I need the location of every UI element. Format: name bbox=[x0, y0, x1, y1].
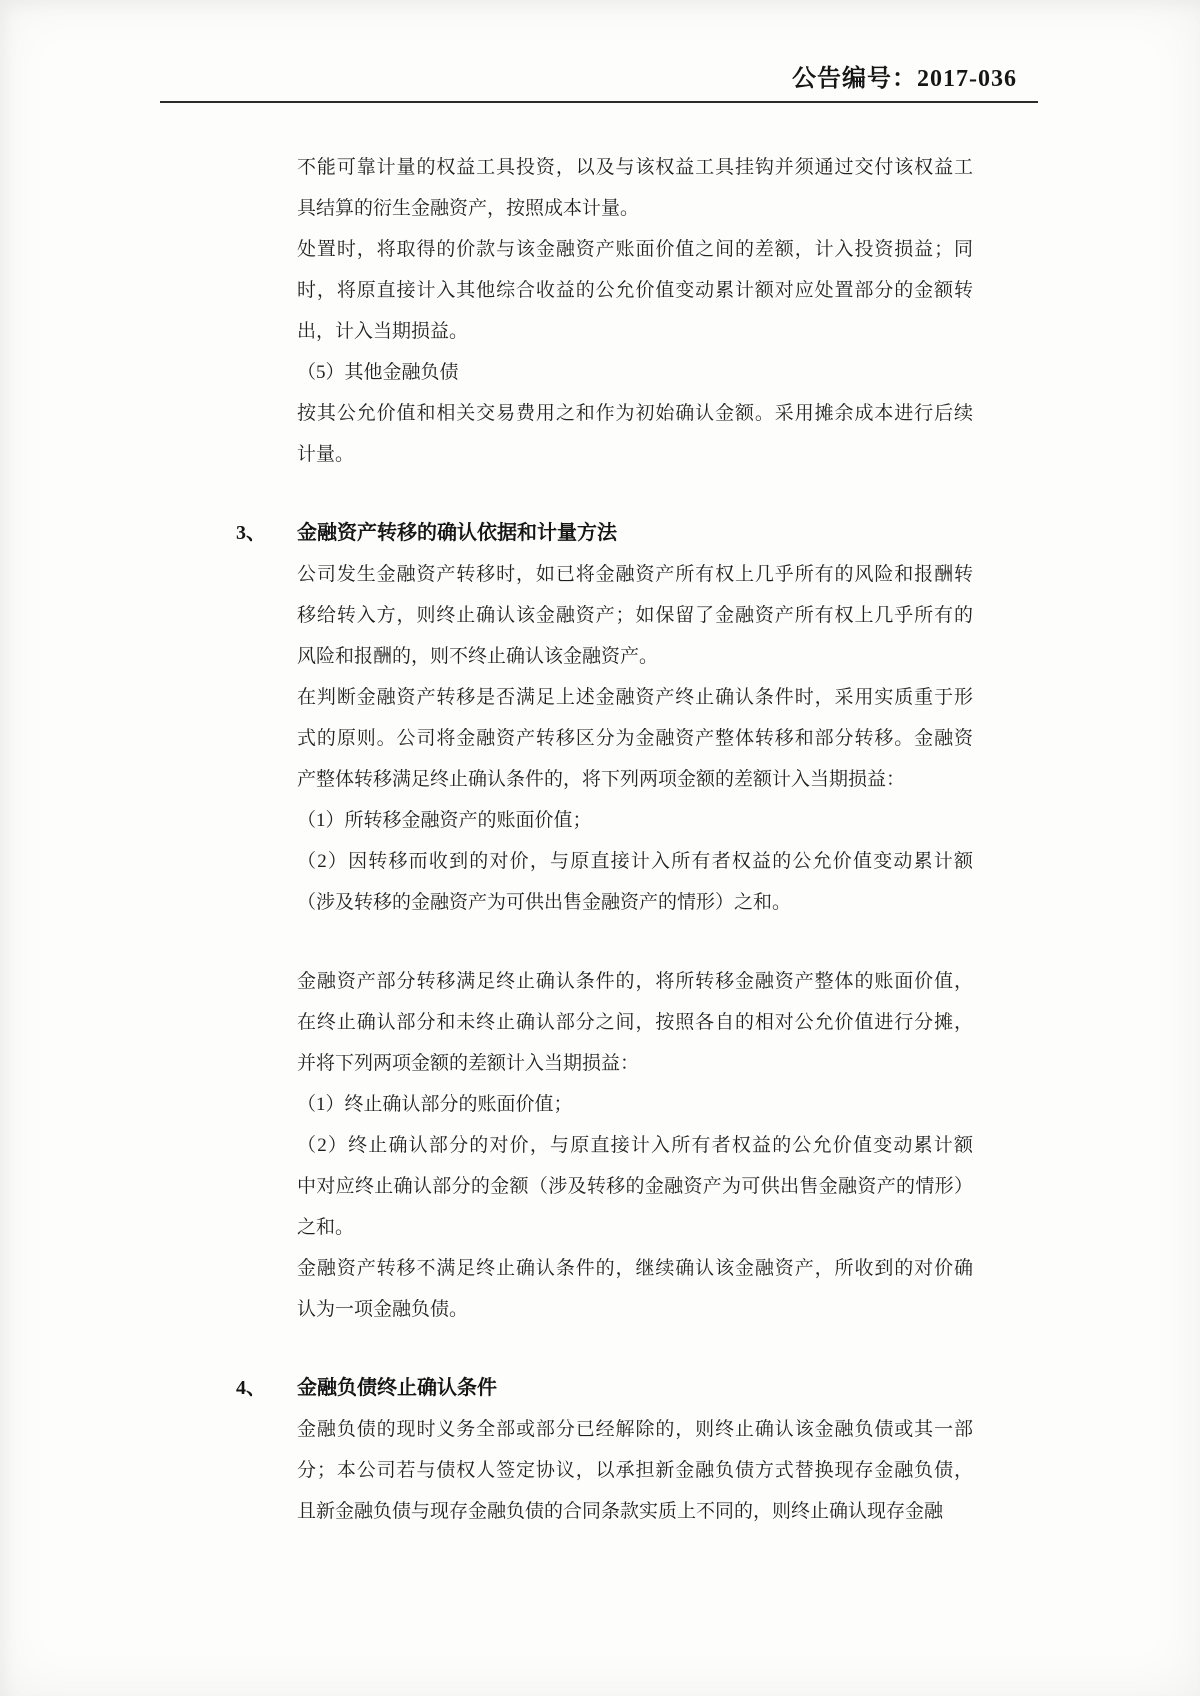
text-line: 出，计入当期损益。 bbox=[297, 321, 469, 342]
section-title: 金融资产转移的确认依据和计量方法 bbox=[297, 522, 617, 544]
section-number: 3、 bbox=[236, 522, 266, 544]
text-line: （5）其他金融负债 bbox=[297, 362, 459, 383]
text-line: 产整体转移满足终止确认条件的，将下列两项金额的差额计入当期损益： bbox=[297, 769, 906, 790]
text-line: 公司发生金融资产转移时，如已将金融资产所有权上几乎所有的风险和报酬转 bbox=[297, 564, 973, 585]
text-line: 之和。 bbox=[297, 1217, 355, 1238]
paragraph bbox=[297, 147, 973, 229]
text-line: 不能可靠计量的权益工具投资，以及与该权益工具挂钩并须通过交付该权益工 bbox=[297, 157, 973, 178]
section-number: 4、 bbox=[236, 1377, 266, 1399]
text-line: 具结算的衍生金融资产，按照成本计量。 bbox=[297, 198, 640, 219]
text-line: 且新金融负债与现存金融负债的合同条款实质上不同的，则终止确认现存金融 bbox=[297, 1501, 944, 1522]
text-line: 在终止确认部分和未终止确认部分之间，按照各自的相对公允价值进行分摊， bbox=[297, 1012, 973, 1033]
text-line: 处置时，将取得的价款与该金融资产账面价值之间的差额，计入投资损益；同 bbox=[297, 239, 973, 260]
text-line: 金融资产部分转移满足终止确认条件的，将所转移金融资产整体的账面价值， bbox=[297, 971, 973, 992]
paragraph bbox=[297, 841, 973, 923]
section-heading bbox=[236, 1368, 973, 1409]
text-line: 金融资产转移不满足终止确认条件的，继续确认该金融资产，所收到的对价确 bbox=[297, 1258, 973, 1279]
text-line: 分；本公司若与债权人签定协议，以承担新金融负债方式替换现存金融负债， bbox=[297, 1460, 973, 1481]
paragraph bbox=[297, 961, 973, 1084]
text-line: 中对应终止确认部分的金额（涉及转移的金融资产为可供出售金融资产的情形） bbox=[297, 1176, 973, 1197]
text-line: （2）终止确认部分的对价，与原直接计入所有者权益的公允价值变动累计额 bbox=[297, 1135, 973, 1156]
document-body bbox=[236, 147, 973, 1532]
text-line: （1）所转移金融资产的账面价值； bbox=[297, 810, 592, 831]
announcement-number: 公告编号：2017-036 bbox=[792, 66, 1017, 92]
text-line: 计量。 bbox=[297, 444, 355, 465]
paragraph bbox=[297, 1248, 973, 1330]
text-line: （涉及转移的金融资产为可供出售金融资产的情形）之和。 bbox=[297, 892, 792, 913]
text-line: 移给转入方，则终止确认该金融资产；如保留了金融资产所有权上几乎所有的 bbox=[297, 605, 973, 626]
paragraph bbox=[297, 1084, 973, 1125]
paragraph bbox=[297, 229, 973, 352]
text-line: 式的原则。公司将金融资产转移区分为金融资产整体转移和部分转移。金融资 bbox=[297, 728, 973, 749]
section-title: 金融负债终止确认条件 bbox=[297, 1377, 497, 1399]
paragraph bbox=[297, 393, 973, 475]
paragraph bbox=[297, 554, 973, 677]
text-line: （2）因转移而收到的对价，与原直接计入所有者权益的公允价值变动累计额 bbox=[297, 851, 973, 872]
text-line: 金融负债的现时义务全部或部分已经解除的，则终止确认该金融负债或其一部 bbox=[297, 1419, 973, 1440]
text-line: 在判断金融资产转移是否满足上述金融资产终止确认条件时，采用实质重于形 bbox=[297, 687, 973, 708]
header-divider bbox=[160, 101, 1038, 103]
text-line: 认为一项金融负债。 bbox=[297, 1299, 469, 1320]
text-line: （1）终止确认部分的账面价值； bbox=[297, 1094, 573, 1115]
paragraph bbox=[297, 677, 973, 800]
paragraph-spacer bbox=[297, 923, 973, 961]
text-line: 并将下列两项金额的差额计入当期损益： bbox=[297, 1053, 640, 1074]
paragraph bbox=[297, 800, 973, 841]
text-line: 按其公允价值和相关交易费用之和作为初始确认金额。采用摊余成本进行后续 bbox=[297, 403, 973, 424]
text-line: 风险和报酬的，则不终止确认该金融资产。 bbox=[297, 646, 659, 667]
paragraph bbox=[297, 1125, 973, 1248]
paragraph bbox=[297, 352, 973, 393]
section-heading bbox=[236, 513, 973, 554]
paragraph bbox=[297, 1409, 973, 1532]
text-line: 时，将原直接计入其他综合收益的公允价值变动累计额对应处置部分的金额转 bbox=[297, 280, 973, 301]
